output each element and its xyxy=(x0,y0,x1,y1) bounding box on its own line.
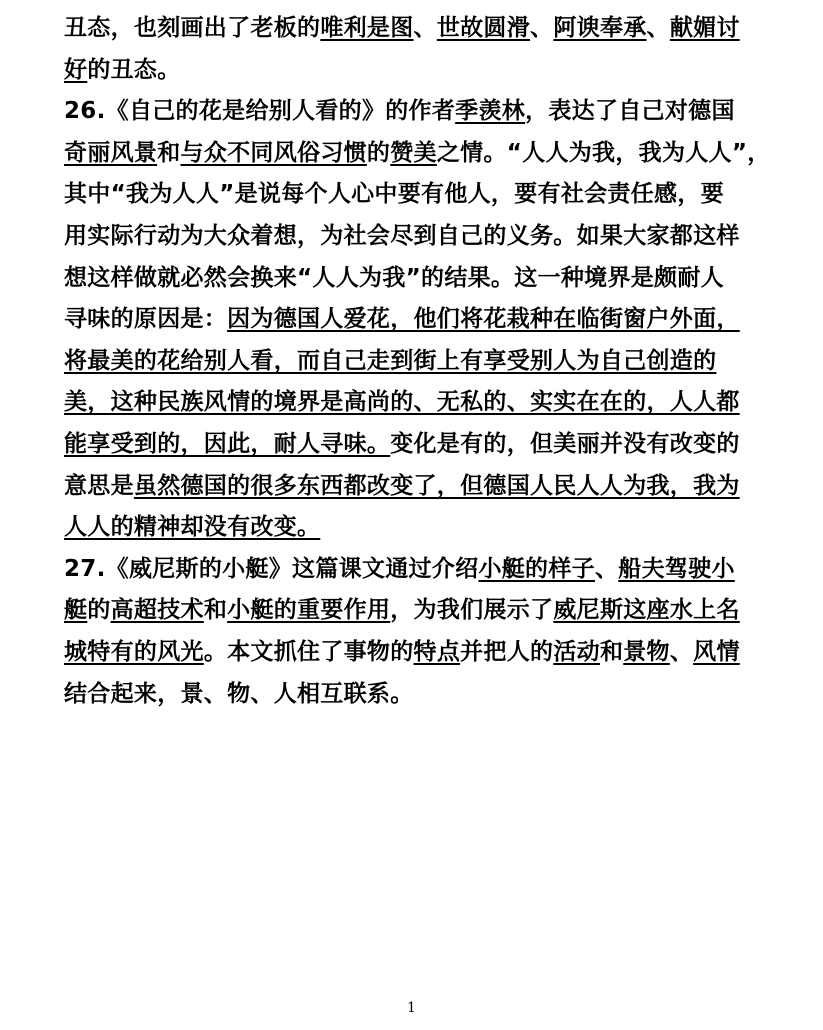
text-segment: 和 xyxy=(157,139,181,166)
text-line xyxy=(64,8,764,50)
underlined-answer-segment: 虽然德国的很多东西都改变了，但德国人民人人为我，我为 xyxy=(133,472,740,499)
text-line xyxy=(64,466,764,508)
text-segment: ，表达了自己对德国 xyxy=(525,98,735,125)
text-segment: 想这样做就必然会换来“人人为我”的结果。这一种境界是颇耐人 xyxy=(64,264,724,291)
underlined-answer-segment: 人人的精神却没有改变。 xyxy=(64,514,321,541)
text-line xyxy=(64,590,764,632)
text-segment: 、 xyxy=(594,555,619,582)
underlined-answer-segment: 活动 xyxy=(553,638,600,665)
text-line xyxy=(64,299,764,341)
text-segment: 的 xyxy=(366,139,391,166)
text-segment: 并把人的 xyxy=(460,638,554,665)
underlined-answer-segment: 能享受到的，因此，耐人寻味。 xyxy=(64,430,391,457)
text-segment: 、 xyxy=(530,15,554,41)
underlined-answer-segment: 阿谀奉承 xyxy=(553,15,647,41)
text-line xyxy=(64,216,764,258)
text-segment: 。本文抓住了事物的 xyxy=(203,638,414,665)
text-line xyxy=(64,133,771,175)
underlined-answer-segment: 威尼斯这座水上名 xyxy=(553,597,740,624)
underlined-answer-segment: 世故圆滑 xyxy=(436,15,531,41)
underlined-answer-segment: 城特有的风光 xyxy=(64,638,204,665)
underlined-answer-segment: 船夫驾驶小 xyxy=(618,555,735,582)
document-body xyxy=(64,8,771,715)
underlined-answer-segment: 艇 xyxy=(64,597,88,624)
text-segment: 、 xyxy=(646,15,670,41)
text-line xyxy=(64,674,764,716)
underlined-answer-segment: 献媚讨 xyxy=(669,15,740,41)
text-line xyxy=(64,424,764,466)
text-line xyxy=(64,174,764,216)
underlined-answer-segment: 高超技术 xyxy=(110,597,204,624)
text-segment: 意思是 xyxy=(64,472,134,499)
text-line xyxy=(64,549,764,591)
text-segment: 用实际行动为大众着想，为社会尽到自己的义务。如果大家都这样 xyxy=(64,222,740,249)
text-segment: 丑态，也刻画出了老板的 xyxy=(64,15,321,41)
text-segment: 变化是有的，但美丽并没有改变的 xyxy=(390,430,740,457)
text-segment: 寻味的原因是： xyxy=(64,306,228,333)
text-segment: 、 xyxy=(669,638,694,665)
text-line xyxy=(64,258,764,300)
underlined-answer-segment: 唯利是图 xyxy=(320,15,414,41)
underlined-answer-segment: 风情 xyxy=(693,638,740,665)
text-segment: 的 xyxy=(87,597,111,624)
text-line xyxy=(64,507,764,549)
text-line xyxy=(64,632,764,674)
underlined-answer-segment: 奇丽风景 xyxy=(64,139,158,166)
page-number: 1 xyxy=(407,1000,416,1016)
text-segment: 26.《自己的花是给别人看的》的作者 xyxy=(64,98,456,125)
underlined-answer-segment: 小艇的重要作用 xyxy=(227,597,391,624)
text-segment: 其中“我为人人”是说每个人心中要有他人，要有社会责任感，要 xyxy=(64,181,724,208)
underlined-answer-segment: 特点 xyxy=(413,638,461,665)
text-segment: 结合起来，景、物、人相互联系。 xyxy=(64,680,414,707)
text-segment: 27.《威尼斯的小艇》这篇课文通过介绍 xyxy=(64,555,479,582)
text-line xyxy=(64,341,764,383)
text-segment: 的丑态。 xyxy=(87,56,181,83)
text-line xyxy=(64,50,764,92)
text-line xyxy=(64,382,764,424)
text-segment: 和 xyxy=(599,638,624,665)
underlined-answer-segment: 赞美 xyxy=(390,139,437,166)
text-segment: 之情。“人人为我，我为人人”， xyxy=(436,139,771,166)
text-segment: 和 xyxy=(203,597,228,624)
underlined-answer-segment: 好 xyxy=(64,56,88,83)
text-segment: ，为我们展示了 xyxy=(390,597,554,624)
text-line xyxy=(64,91,764,133)
underlined-answer-segment: 季羡林 xyxy=(455,98,526,125)
text-segment: 、 xyxy=(413,15,437,41)
underlined-answer-segment: 小艇的样子 xyxy=(478,555,595,582)
underlined-answer-segment: 因为德国人爱花，他们将花栽种在临街窗户外面， xyxy=(227,306,740,333)
underlined-answer-segment: 美，这种民族风情的境界是高尚的、无私的、实实在在的，人人都 xyxy=(64,389,740,416)
underlined-answer-segment: 与众不同风俗习惯 xyxy=(180,139,367,166)
underlined-answer-segment: 将最美的花给别人看，而自己走到街上有享受别人为自己创造的 xyxy=(64,347,717,374)
underlined-answer-segment: 景物 xyxy=(623,638,670,665)
